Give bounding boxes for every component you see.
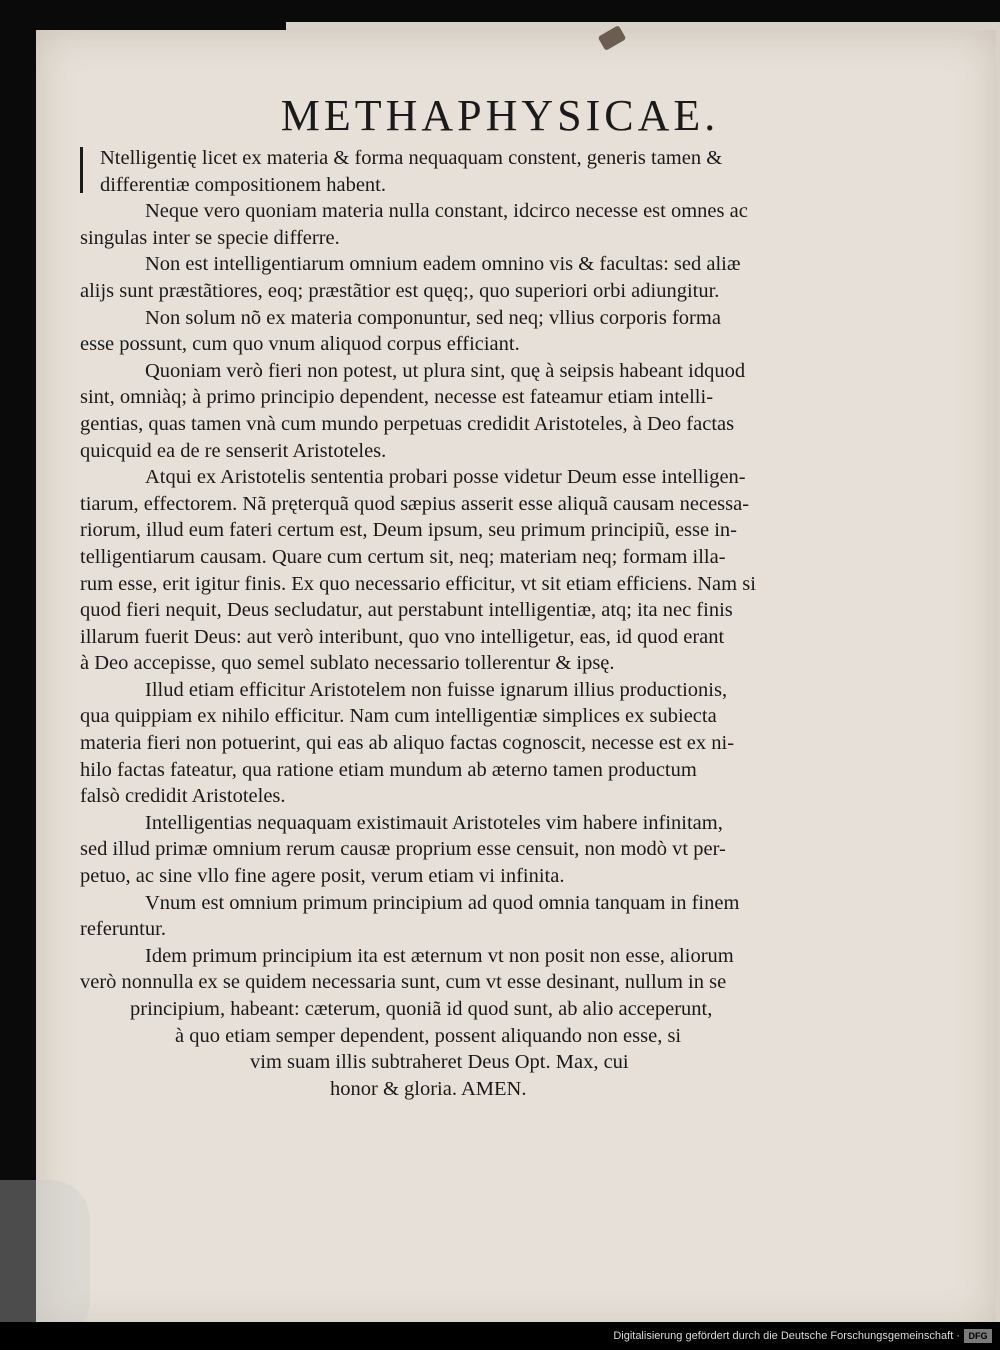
text-line: tiarum, effectorem. Nã pręterquã quod sæpius asserit esse aliquã causam necessa- (80, 492, 750, 515)
text-line: rum esse, erit igitur finis. Ex quo necessario efficitur, vt sit etiam efficiens. Nam si (80, 572, 756, 595)
text-line: falsò credidit Aristoteles. (80, 785, 286, 808)
text-line: verò nonnulla ex se quidem necessaria sunt, cum vt esse desinant, nullum in se (80, 971, 727, 994)
text-line: Non est intelligentiarum omnium eadem omnino vis & facultas: sed aliæ (145, 253, 741, 276)
text-line: Quoniam verò fieri non potest, ut plura sint, quę à seipsis habeant idquod (145, 359, 746, 382)
text-line: singulas inter se specie differre. (80, 226, 340, 249)
funding-credit: Digitalisierung gefördert durch die Deutsche Forschungsgemeinschaft · (613, 1330, 960, 1342)
text-line: riorum, illud eum fateri certum est, Deum ipsum, seu primum principiũ, esse in- (80, 519, 738, 542)
dfg-logo: DFG (964, 1329, 992, 1343)
text-line: sint, omniàq; à primo principio dependent, necesse est fateamur etiam intelli- (80, 386, 714, 409)
text-line: vim suam illis subtraheret Deus Opt. Max, cui (250, 1051, 629, 1074)
text-line: materia fieri non potuerint, qui eas ab aliquo factas cognoscit, necesse est ex ni- (80, 732, 735, 755)
text-line: alijs sunt præstãtiores, eoq; præstãtior est quęq;, quo superiori orbi adiungitur. (80, 279, 720, 302)
text-line: Non solum nõ ex materia componuntur, sed neq; vllius corporis forma (145, 306, 721, 329)
text-line: Idem primum principium ita est æternum vt non posit non esse, aliorum (145, 944, 734, 967)
text-line: à Deo accepisse, quo semel sublato necessario tollerentur & ipsę. (80, 652, 615, 675)
page-clip (0, 1180, 90, 1340)
text-line: à quo etiam semper dependent, possent aliquando non esse, si (175, 1024, 682, 1047)
text-line: Intelligentias nequaquam existimauit Aristoteles vim habere infinitam, (145, 811, 723, 834)
text-line: differentiæ compositionem habent. (100, 173, 386, 196)
text-line: quicquid ea de re senserit Aristoteles. (80, 439, 387, 462)
text-line: gentias, quas tamen vnà cum mundo perpetuas credidit Aristoteles, à Deo factas (80, 412, 735, 435)
body-text (80, 145, 880, 1102)
text-line: Ntelligentię licet ex materia & forma nequaquam constent, generis tamen & (100, 147, 723, 169)
text-line: honor & gloria. AMEN. (330, 1077, 527, 1100)
text-line: petuo, ac sine vllo fine agere posit, verum etiam vi infinita. (80, 865, 565, 888)
text-line: referuntur. (80, 918, 166, 941)
text-line: Neque vero quoniam materia nulla constant, idcirco necesse est omnes ac (145, 200, 748, 223)
page-title: METHAPHYSICAE. (280, 91, 720, 140)
text-line: sed illud primæ omnium rerum causæ proprium esse censuit, non modò vt per- (80, 838, 726, 861)
text-line: Atqui ex Aristotelis sententia probari posse videtur Deum esse intelligen- (145, 466, 746, 489)
text-line: qua quippiam ex nihilo efficitur. Nam cum intelligentiæ simplices ex subiecta (80, 705, 717, 728)
text-line: hilo factas fateatur, qua ratione etiam mundum ab æterno tamen productum (80, 758, 697, 781)
text-line: quod fieri nequit, Deus secludatur, aut perstabunt intelligentiæ, atq; ita nec finis (80, 599, 733, 622)
text-line: esse possunt, cum quo vnum aliquod corpus efficiant. (80, 333, 520, 356)
text-line: Illud etiam efficitur Aristotelem non fuisse ignarum illius productionis, (145, 678, 728, 701)
text-line: principium, habeant: cæterum, quoniã id quod sunt, ab alio acceperunt, (130, 998, 713, 1020)
text-line: illarum fuerit Deus: aut verò interibunt, quo vno intelligetur, eas, id quod erant (80, 625, 725, 648)
text-line: telligentiarum causam. Quare cum certum sit, neq; materiam neq; formam illa- (80, 545, 726, 568)
text-line: Vnum est omnium primum principium ad quod omnia tanquam in finem (145, 891, 740, 914)
